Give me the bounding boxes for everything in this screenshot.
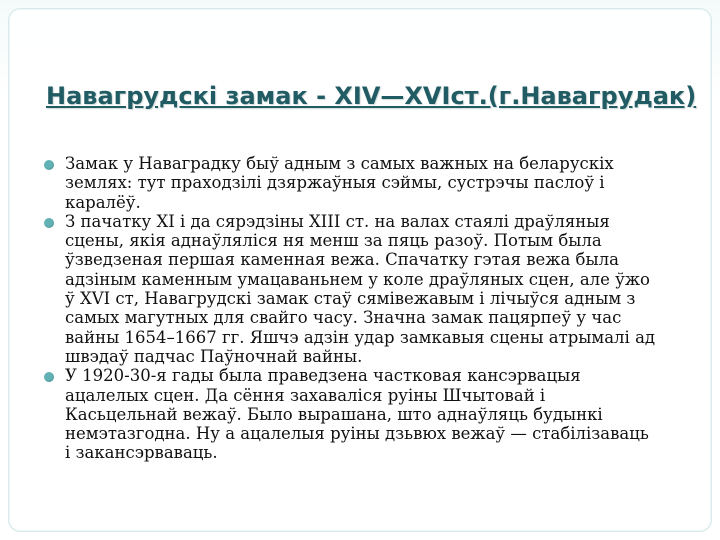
bullet-line: землях: тут праходзілі дзяржаўныя сэймы, сустрэчы паслоў і: [65, 173, 605, 193]
bullet-line: каралёў.: [65, 192, 141, 212]
round-bullet-icon: [44, 218, 54, 228]
round-bullet-icon: [44, 372, 54, 382]
bullet-line: ўзведзеная першая каменная вежа. Спачатку гэтая вежа была: [65, 250, 619, 270]
round-bullet-icon: [44, 160, 54, 170]
bullet-line: немэтазгодна. Ну а ацалелыя руіны дзьвюх вежаў — стабілізаваць: [65, 424, 649, 444]
slide-title: Навагрудскі замак - XIV—XVIст.(г.Навагрудак): [46, 82, 697, 110]
bullet-line: самых магутных для свайго часу. Значна замак пацярпеў у час: [65, 308, 622, 328]
bullet-line: адзіным каменным умацаваньнем у коле драўляных сцен, але ўжо: [65, 269, 650, 289]
bullet-line: вайны 1654–1667 гг. Яшчэ адзін удар замкавыя сцены атрымалі ад: [65, 327, 656, 347]
bullet-line: Касьцельнай вежаў. Было вырашана, што аднаўляць будынкі: [65, 404, 603, 424]
bullet-item-2: [44, 212, 682, 366]
bullet-line: швэдаў падчас Паўночнай вайны.: [65, 346, 363, 366]
bullet-line: У 1920-30-я гады была праведзена частковая кансэрвацыя: [65, 366, 581, 386]
bullet-line: З пачатку XI і да сярэдзіны XIII ст. на валах стаялі драўляныя: [65, 211, 610, 231]
bullet-line: ацалелых сцен. Да сёння захаваліся руіны Шчытовай і: [65, 385, 546, 405]
bullet-line: і закансэрваваць.: [65, 443, 218, 463]
bullet-item-3: [44, 366, 682, 462]
bullet-list: [44, 154, 682, 463]
bullet-item-1: [44, 154, 682, 212]
bullet-line: сцены, якія аднаўляліся ня менш за пяць разоў. Потым была: [65, 231, 602, 251]
bullet-line: ў XVI ст, Навагрудскі замак стаў сямівежавым і лічыўся адным з: [65, 289, 636, 309]
bullet-line: Замак у Наваградку быў адным з самых важных на беларускіх: [65, 154, 614, 173]
